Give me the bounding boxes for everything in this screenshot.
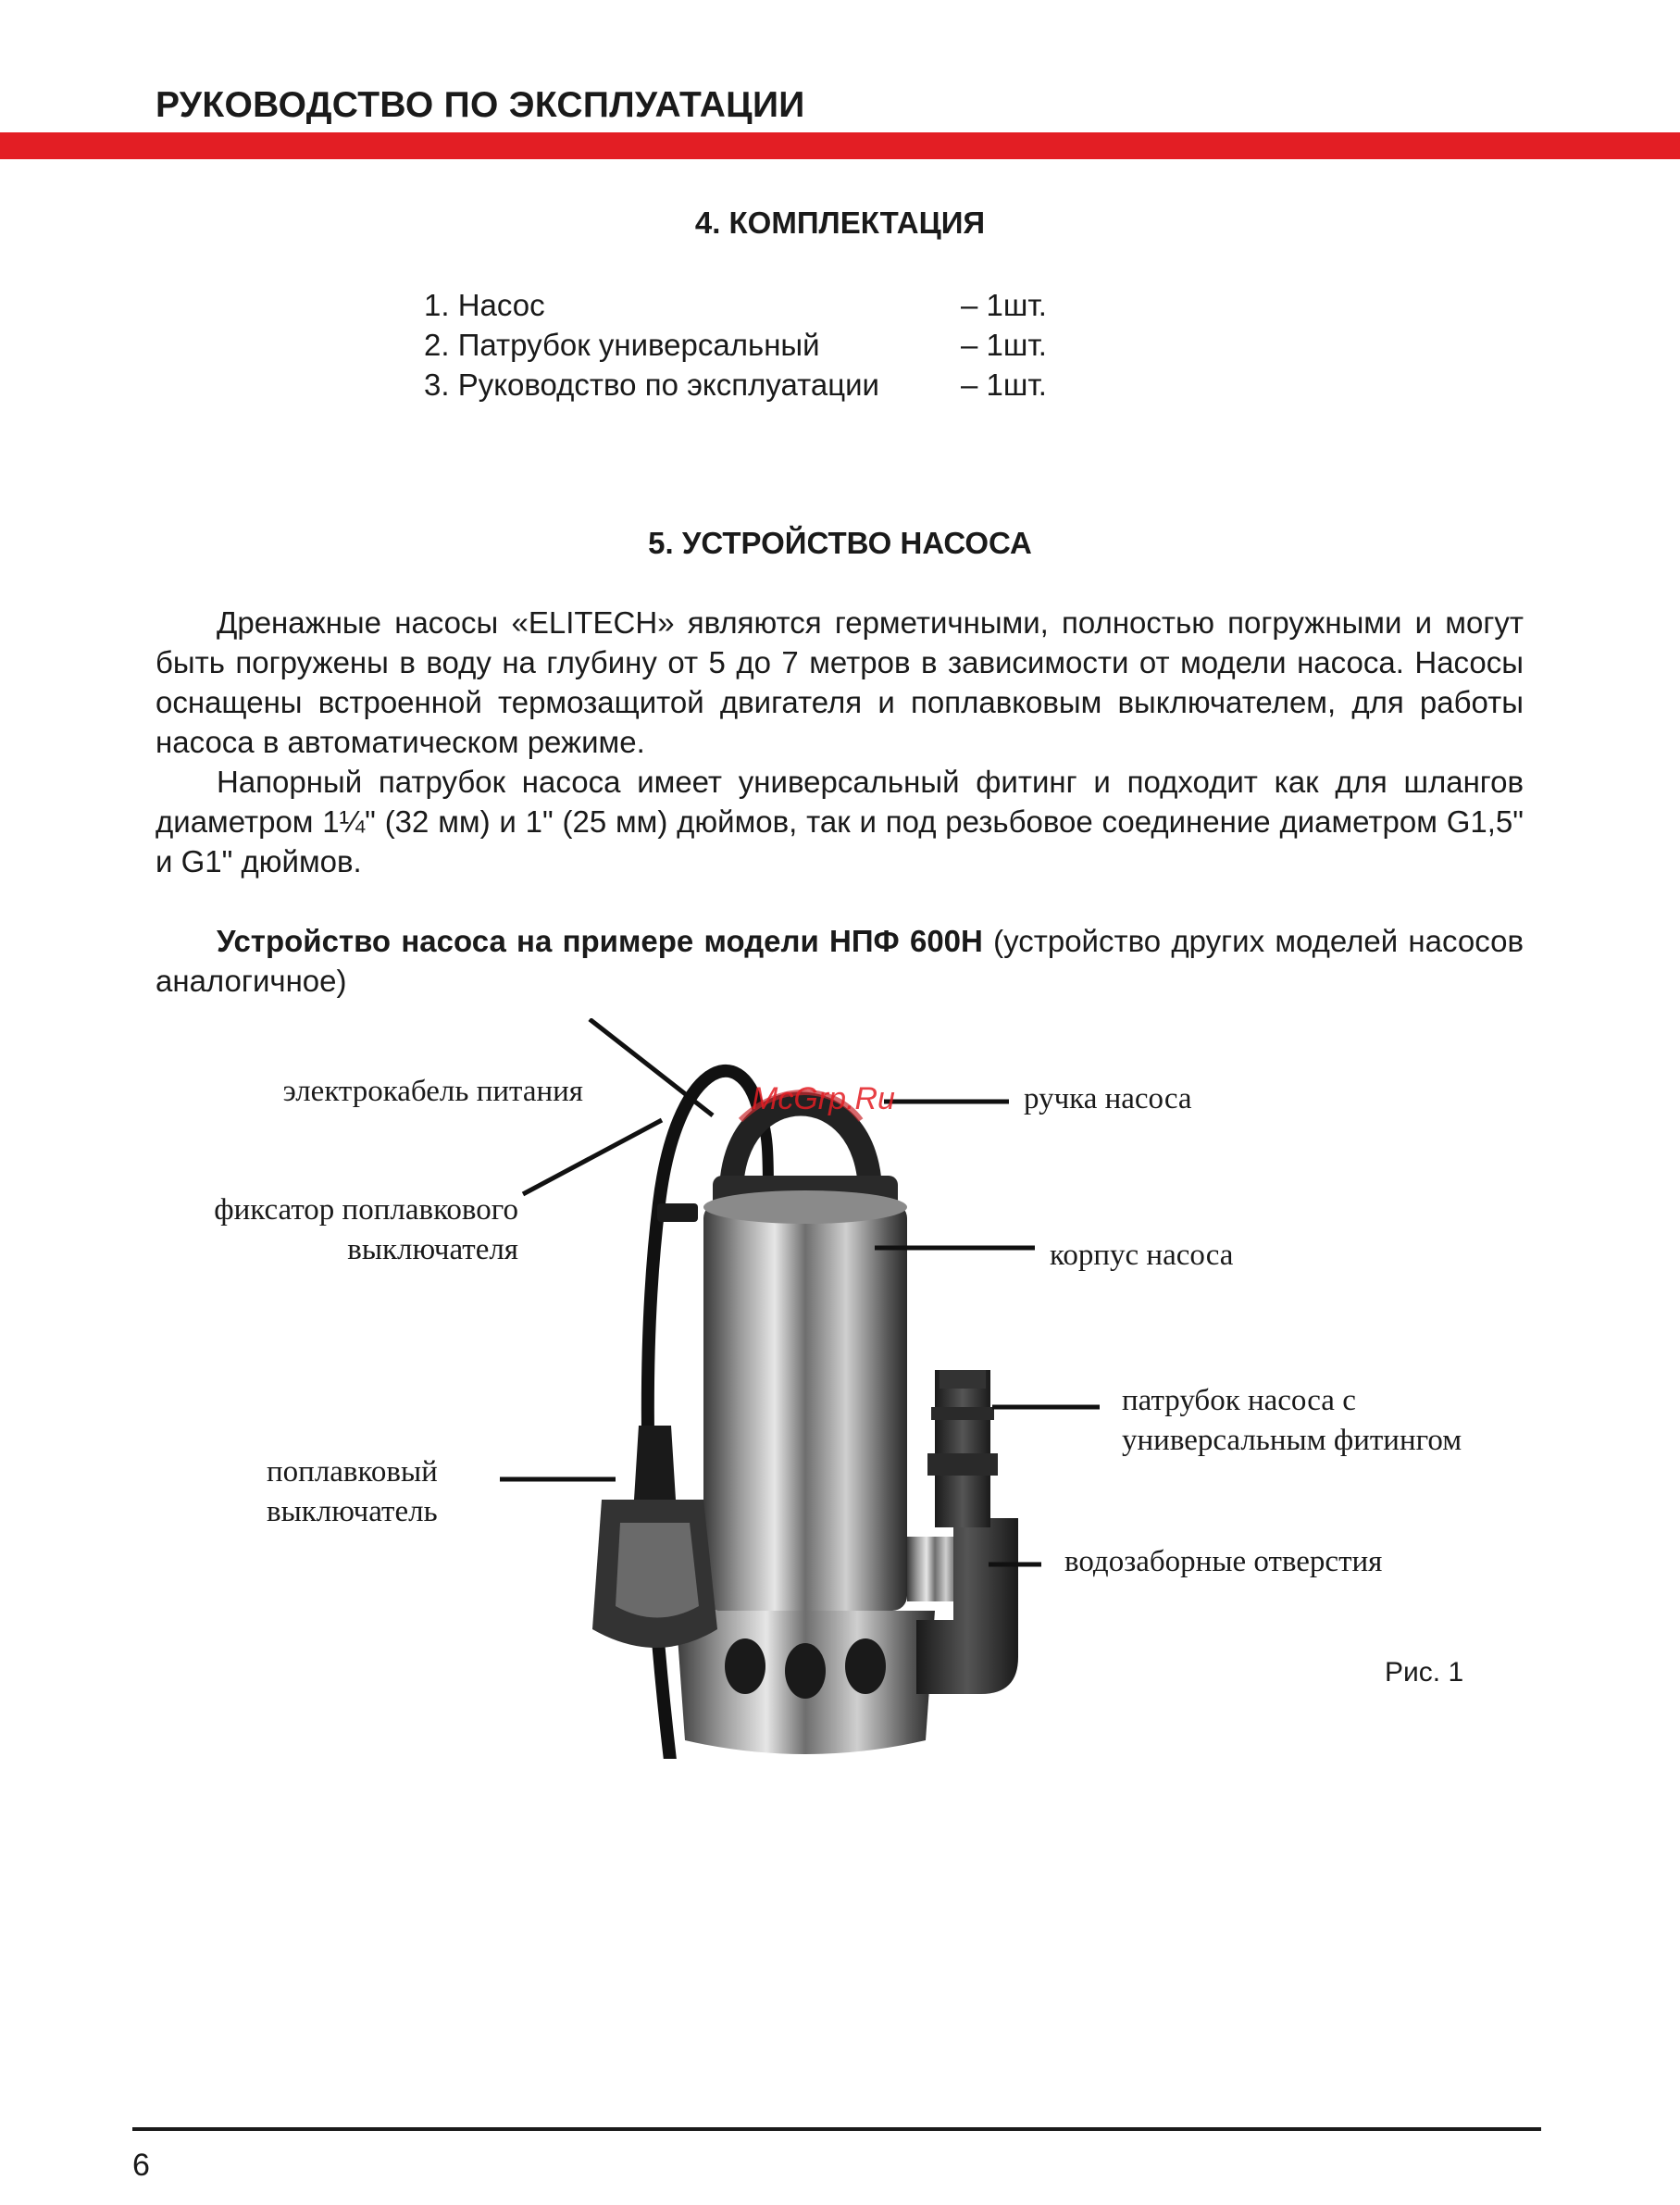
header-red-band: [0, 132, 1680, 159]
kit-item: [424, 325, 1047, 365]
kit-item-name: 3. Руководство по эксплуатации: [424, 368, 879, 402]
kit-item: [424, 365, 1047, 405]
outlet-fitting: [935, 1370, 990, 1527]
kit-item-qty: – 1шт.: [961, 288, 1047, 322]
intake-hole: [845, 1638, 886, 1694]
footer-rule: [132, 2127, 1541, 2131]
label-handle: ручка насоса: [1024, 1082, 1192, 1115]
manual-header-title: РУКОВОДСТВО ПО ЭКСПЛУАТАЦИИ: [156, 85, 805, 125]
label-float-fixer-1: фиксатор поплавкового: [214, 1193, 518, 1227]
leader-cable: [590, 1019, 713, 1115]
float-fixer: [657, 1203, 698, 1222]
leader-fixer: [523, 1120, 662, 1194]
kit-item-name: 2. Патрубок универсальный: [424, 328, 820, 362]
watermark-text: McGrp.Ru: [752, 1081, 895, 1116]
paragraph-figure-intro: [156, 921, 1524, 1001]
paragraph-description: Дренажные насосы «ELITECH» являются герметичными, полностью погружными и могут быть погружены в воду на глубину от 5 до 7 метров в зависимости от модели насоса. Насосы оснащены встроенной термозащитой двигателя и поплавковым выключателем, для работы насоса в автоматическом режиме.: [156, 605, 1524, 759]
label-float-fixer-2: выключателя: [347, 1233, 518, 1266]
figure-intro-rest: (устройство других моделей насосов аналогичное): [156, 924, 1524, 998]
label-body: корпус насоса: [1050, 1239, 1234, 1272]
section-4-title: 4. КОМПЛЕКТАЦИЯ: [694, 206, 986, 240]
label-intake: водозаборные отверстия: [1064, 1545, 1383, 1578]
kit-list: [424, 285, 1047, 405]
kit-item: [424, 285, 1047, 325]
label-float-switch-1: поплавковый: [267, 1455, 438, 1489]
intake-hole: [725, 1638, 765, 1694]
kit-item-qty: – 1шт.: [961, 328, 1047, 362]
intake-hole: [785, 1643, 826, 1699]
paragraph-outlet: Напорный патрубок насоса имеет универсальный фитинг и подходит как для шлангов диаметром 1¼" (32 мм) и 1" (25 мм) дюймов, так и под резьбовое соединение диаметром G1,5" и G1" дюймов.: [156, 765, 1524, 878]
kit-item-name: 1. Насос: [424, 288, 545, 322]
figure-caption: Рис. 1: [1385, 1657, 1464, 1688]
pump-body: [703, 1203, 907, 1611]
label-outlet-2: универсальным фитингом: [1122, 1424, 1462, 1457]
section-5-title: 5. УСТРОЙСТВО НАСОСА: [648, 526, 1032, 560]
kit-item-qty: – 1шт.: [961, 368, 1047, 402]
page-number: 6: [132, 2148, 150, 2183]
label-power-cable: электрокабель питания: [282, 1075, 583, 1108]
label-float-switch-2: выключатель: [267, 1495, 438, 1528]
label-outlet-1: патрубок насоса с: [1122, 1384, 1356, 1417]
figure-intro-bold: Устройство насоса на примере модели НПФ 600Н: [217, 924, 983, 958]
